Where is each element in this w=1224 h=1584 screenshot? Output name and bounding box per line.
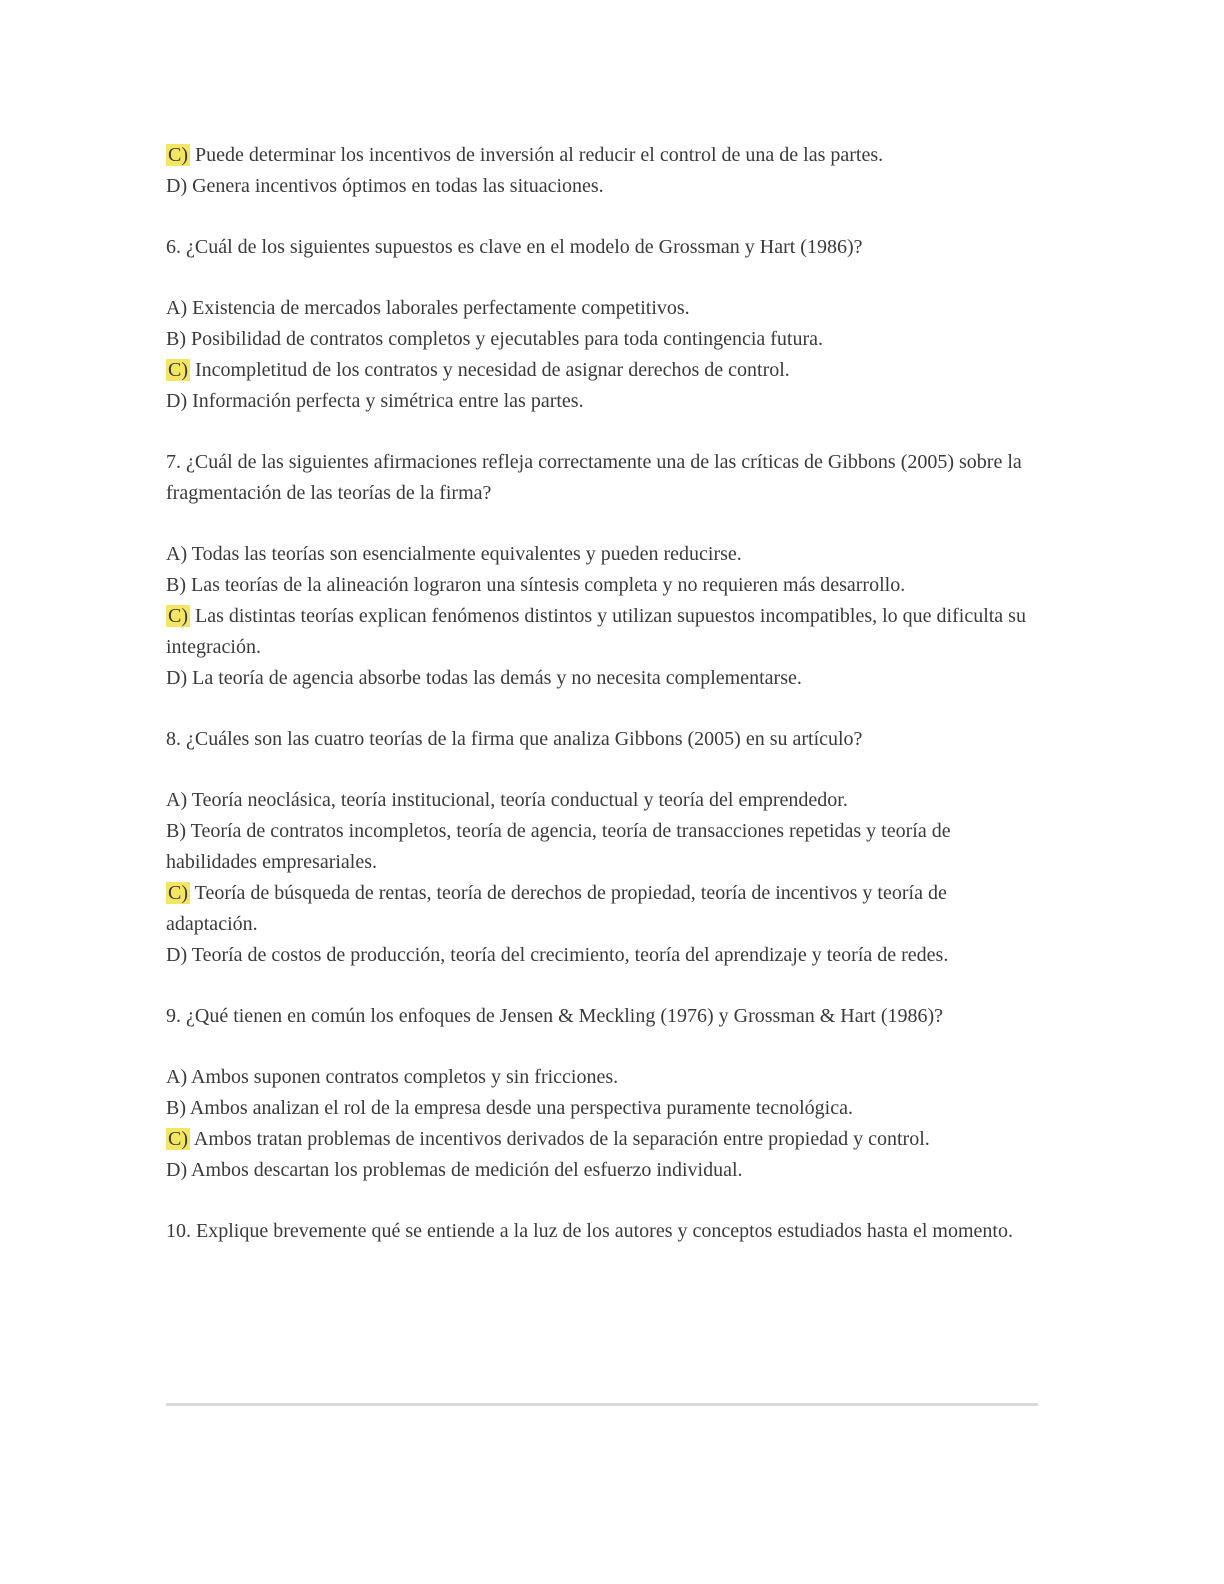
question-10 <box>166 1216 1038 1247</box>
highlight-marker: C) <box>168 605 188 627</box>
option-a: A) Teoría neoclásica, teoría institucional, teoría conductual y teoría del emprendedor. <box>166 789 848 811</box>
option-c: C) Ambos tratan problemas de incentivos derivados de la separación entre propiedad y control. <box>168 1128 930 1150</box>
option-d: D) Ambos descartan los problemas de medición del esfuerzo individual. <box>166 1159 743 1181</box>
question-6-options <box>166 293 1038 417</box>
question-8 <box>166 724 1038 755</box>
question-9-options <box>166 1062 1038 1186</box>
option-b: B) Ambos analizan el rol de la empresa desde una perspectiva puramente tecnológica. <box>166 1097 853 1119</box>
question-8-options <box>166 785 1038 971</box>
question-text: 7. ¿Cuál de las siguientes afirmaciones refleja correctamente una de las críticas de Gibbons (2005) sobre la fragmentación de las teorías de la firma? <box>166 451 1022 504</box>
option-c: C) Incompletitud de los contratos y necesidad de asignar derechos de control. <box>168 359 790 381</box>
question-5-tail <box>166 140 1038 202</box>
option-d: D) Teoría de costos de producción, teoría del crecimiento, teoría del aprendizaje y teoría de redes. <box>166 944 949 966</box>
question-9 <box>166 1001 1038 1032</box>
option-d: D) Genera incentivos óptimos en todas las situaciones. <box>166 175 604 197</box>
question-text: 8. ¿Cuáles son las cuatro teorías de la firma que analiza Gibbons (2005) en su artículo? <box>166 728 863 750</box>
highlight-marker: C) <box>168 882 188 904</box>
option-c: C) Puede determinar los incentivos de inversión al reducir el control de una de las partes. <box>168 144 884 166</box>
question-text: 10. Explique brevemente qué se entiende a la luz de los autores y conceptos estudiados hasta el momento. <box>166 1220 1013 1242</box>
document-content <box>166 140 1038 1277</box>
option-c: C) Las distintas teorías explican fenómenos distintos y utilizan supuestos incompatibles, lo que dificulta su integración. <box>166 605 1026 658</box>
option-b: B) Teoría de contratos incompletos, teoría de agencia, teoría de transacciones repetidas y teoría de habilidades empresariales. <box>166 820 951 873</box>
question-text: 6. ¿Cuál de los siguientes supuestos es clave en el modelo de Grossman y Hart (1986)? <box>166 236 863 258</box>
highlight-marker: C) <box>168 144 188 166</box>
highlight-marker: C) <box>168 359 188 381</box>
option-d: D) La teoría de agencia absorbe todas las demás y no necesita complementarse. <box>166 667 802 689</box>
horizontal-divider <box>166 1403 1038 1406</box>
option-a: A) Existencia de mercados laborales perfectamente competitivos. <box>166 297 690 319</box>
option-a: A) Ambos suponen contratos completos y sin fricciones. <box>166 1066 619 1088</box>
question-7 <box>166 447 1038 509</box>
option-c: C) Teoría de búsqueda de rentas, teoría de derechos de propiedad, teoría de incentivos y teoría de adaptación. <box>166 882 947 935</box>
question-6 <box>166 232 1038 263</box>
highlight-marker: C) <box>168 1128 188 1150</box>
option-d: D) Información perfecta y simétrica entre las partes. <box>166 390 584 412</box>
question-7-options <box>166 539 1038 694</box>
question-text: 9. ¿Qué tienen en común los enfoques de Jensen & Meckling (1976) y Grossman & Hart (1986)? <box>166 1005 944 1027</box>
option-a: A) Todas las teorías son esencialmente equivalentes y pueden reducirse. <box>166 543 742 565</box>
option-b: B) Las teorías de la alineación lograron una síntesis completa y no requieren más desarrollo. <box>166 574 906 596</box>
option-b: B) Posibilidad de contratos completos y ejecutables para toda contingencia futura. <box>166 328 824 350</box>
